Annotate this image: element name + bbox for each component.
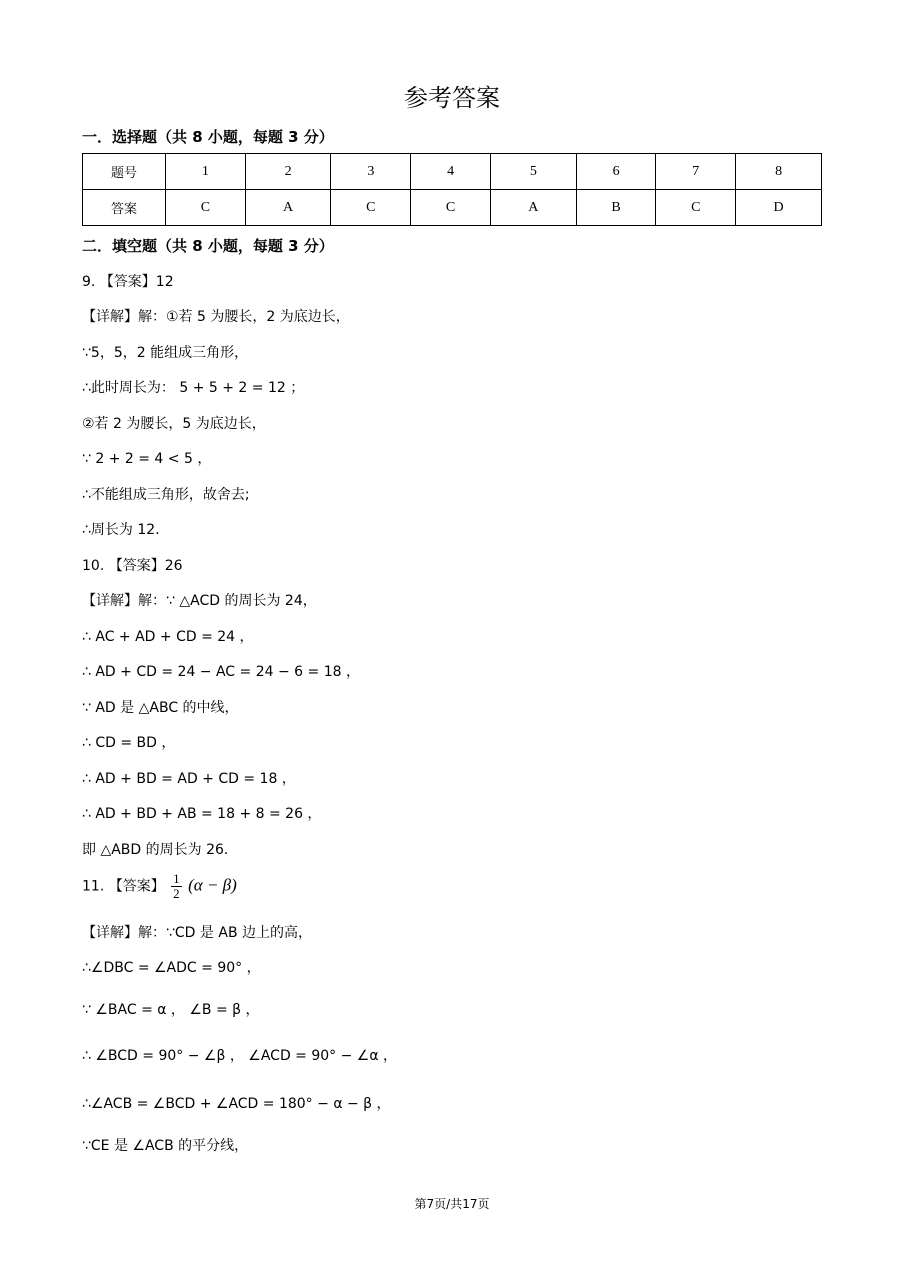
text-line: ∴∠DBC = ∠ADC = 90° ， [82,960,261,976]
text-line: ∴周长为 12. [82,522,160,538]
text-line: ∵CE 是 ∠ACB 的平分线， [82,1138,249,1154]
text-line: ∵ 2 + 2 = 4 < 5 ， [82,451,212,467]
fraction-denominator: 2 [173,886,180,901]
text-line: ∴ AD + CD = 24 − AC = 24 − 6 = 18 ， [82,664,360,680]
text-line: ∴ AD + BD = AD + CD = 18 ， [82,771,296,787]
table-cell: 1 [166,154,246,190]
answer-line-11 [82,872,237,901]
table-cell: 2 [245,154,331,190]
table-cell: 3 [331,154,411,190]
section-heading-choice: 一．选择题（共 8 小题，每题 3 分） [82,128,334,146]
text-line: 【详解】解：∵ △ACD 的周长为 24， [82,593,317,609]
fraction-numerator: 1 [173,871,180,886]
text-line: 即 △ABD 的周长为 26. [82,842,229,858]
table-cell: C [411,190,491,226]
table-cell: C [656,190,736,226]
text-line: 10. 【答案】26 [82,558,183,574]
table-cell: 8 [736,154,822,190]
table-row-numbers [83,154,822,190]
table-row-label: 题号 [83,154,166,190]
table-row-answers [83,190,822,226]
table-cell: 7 [656,154,736,190]
table-cell: 5 [490,154,576,190]
table-row-label: 答案 [83,190,166,226]
text-line: ∴∠ACB = ∠BCD + ∠ACD = 180° − α − β ， [82,1096,391,1112]
table-cell: C [166,190,246,226]
answer-label: 11. 【答案】 [82,878,165,895]
text-line: 【详解】解：①若 5 为腰长，2 为底边长， [82,309,350,325]
page-title: 参考答案 [404,84,500,112]
text-line: ∴ AC + AD + CD = 24 ， [82,629,254,645]
text-line: ∵ ∠BAC = α ， ∠B = β ， [82,1002,260,1018]
text-line: ②若 2 为腰长，5 为底边长， [82,416,266,432]
text-line: ∴ ∠BCD = 90° − ∠β ， ∠ACD = 90° − ∠α ， [82,1048,398,1064]
table-cell: B [576,190,656,226]
text-line: ∵ AD 是 △ABC 的中线， [82,700,239,716]
answer-expression: (α − β) [188,875,237,895]
table-cell: A [245,190,331,226]
text-line: 9. 【答案】12 [82,274,174,290]
table-cell: 6 [576,154,656,190]
text-line: ∴ AD + BD + AB = 18 + 8 = 26 ， [82,806,322,822]
answer-table [82,153,822,226]
text-line: ∵5，5，2 能组成三角形， [82,345,249,361]
text-line: ∴不能组成三角形，故舍去; [82,487,250,503]
page-number: 第7页/共17页 [414,1197,490,1211]
fraction [171,872,182,901]
table-cell: C [331,190,411,226]
text-line: ∴ CD = BD ， [82,735,176,751]
table-cell: 4 [411,154,491,190]
table-cell: A [490,190,576,226]
text-line: ∴此时周长为： 5 + 5 + 2 = 12 ； [82,380,305,396]
text-line: 【详解】解：∵CD 是 AB 边上的高， [82,925,312,941]
section-heading-fill: 二．填空题（共 8 小题，每题 3 分） [82,237,334,255]
table-cell: D [736,190,822,226]
